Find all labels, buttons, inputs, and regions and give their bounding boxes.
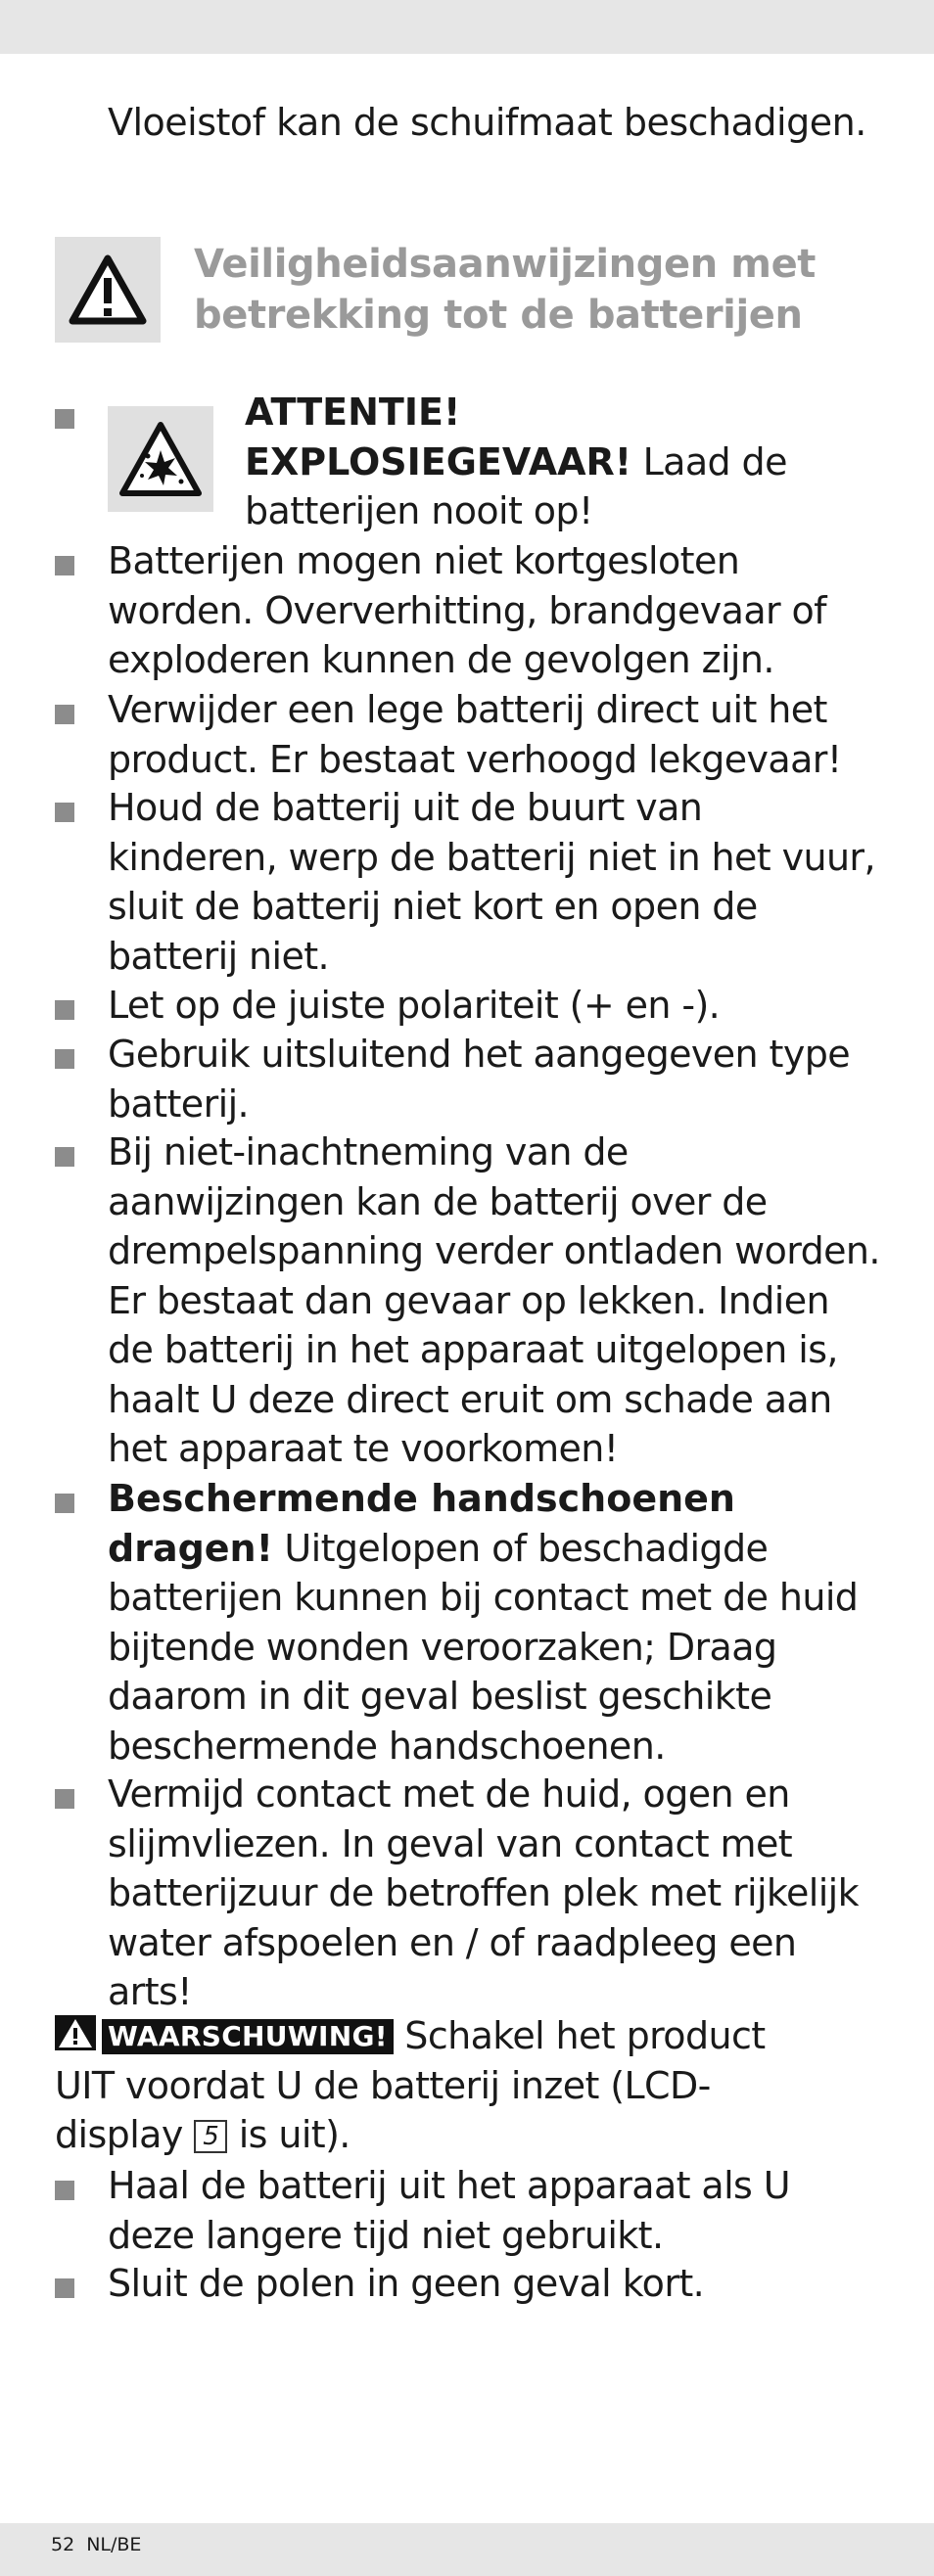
bullet: [55, 556, 74, 575]
bullet: [55, 1494, 74, 1513]
attention-text-line3: batterijen nooit op!: [245, 489, 593, 532]
section-title-line2: betrekking tot de batterijen: [194, 293, 803, 338]
warning-text4: is uit).: [227, 2113, 350, 2156]
gloves-item: [108, 1474, 891, 1771]
bullet: [55, 409, 74, 429]
list-item: Verwijder een lege batterij direct uit het product. Er bestaat verhoogd lekgevaar!: [108, 688, 842, 781]
section-title: [194, 239, 816, 341]
bullet: [55, 1147, 74, 1167]
warning-badge: WAARSCHUWING!: [102, 2019, 394, 2054]
warning-triangle-icon: [55, 2015, 96, 2050]
list-item: Gebruik uitsluitend het aangegeven type batterij.: [108, 1033, 851, 1126]
bullet: [55, 2181, 74, 2200]
page-number: 52: [51, 2534, 75, 2555]
bullet: [55, 2278, 74, 2298]
list-item: Houd de batterij uit de buurt van kinderen, werp de batterij niet in het vuur, sluit de batterij niet kort en open de batterij niet.: [108, 786, 875, 978]
attention-text: [245, 388, 911, 536]
reference-number-box: 5: [194, 2120, 227, 2153]
top-band: [0, 0, 934, 54]
bullet: [55, 803, 74, 822]
list-item: Batterijen mogen niet kortgesloten worden. Oververhitting, brandgevaar of exploderen kunnen de gevolgen zijn.: [108, 539, 826, 681]
warning-text1: Schakel het product: [393, 2014, 766, 2057]
warning-text2: UIT voordat U de batterij inzet (LCD-: [55, 2063, 711, 2107]
list-item: Let op de juiste polariteit (+ en -).: [108, 984, 721, 1027]
bullet: [55, 1049, 74, 1069]
warning-text3: display: [55, 2113, 195, 2156]
attention-label-line1: ATTENTIE!: [245, 391, 461, 434]
warning-note: [55, 2011, 897, 2160]
list-item: Vermijd contact met de huid, ogen en slijmvliezen. In geval van contact met batterijzuur de betroffen plek met rijkelijk water afspoelen en / of raadpleeg een arts!: [108, 1772, 860, 2013]
section-title-line1: Veiligheidsaanwijzingen met: [194, 242, 817, 287]
page-footer: [51, 2530, 141, 2559]
list-item: Haal de batterij uit het apparaat als U deze langere tijd niet gebruikt.: [108, 2164, 790, 2257]
intro-text: Vloeistof kan de schuifmaat beschadigen.: [108, 101, 866, 144]
bullet: [55, 1789, 74, 1809]
attention-text-tail: Laad de: [631, 439, 787, 483]
region-label: NL/BE: [86, 2534, 142, 2555]
gloves-text: Uitgelopen of beschadigde batterijen kunnen bij contact met de huid bijtende wonden veroorzaken; Draag daarom in dit geval beslist geschikte beschermende handschoenen.: [108, 1526, 859, 1768]
bullet: [55, 705, 74, 724]
list-item: Sluit de polen in geen geval kort.: [108, 2262, 705, 2305]
gloves-bold-line2: dragen!: [108, 1526, 273, 1570]
warning-triangle-icon: [55, 237, 161, 343]
explosion-warning-icon: [108, 406, 213, 512]
bullet: [55, 1000, 74, 1020]
list-item: Bij niet-inachtneming van de aanwijzingen kan de batterij over de drempelspanning verder ontladen worden. Er bestaat dan gevaar op lekken. Indien de batterij in het apparaat uitgelopen is, haalt U deze direct eruit om schade aan het apparaat te voorkomen!: [108, 1130, 880, 1470]
gloves-bold-line1: Beschermende handschoenen: [108, 1477, 735, 1520]
attention-label-line2: EXPLOSIEGEVAAR!: [245, 439, 632, 483]
